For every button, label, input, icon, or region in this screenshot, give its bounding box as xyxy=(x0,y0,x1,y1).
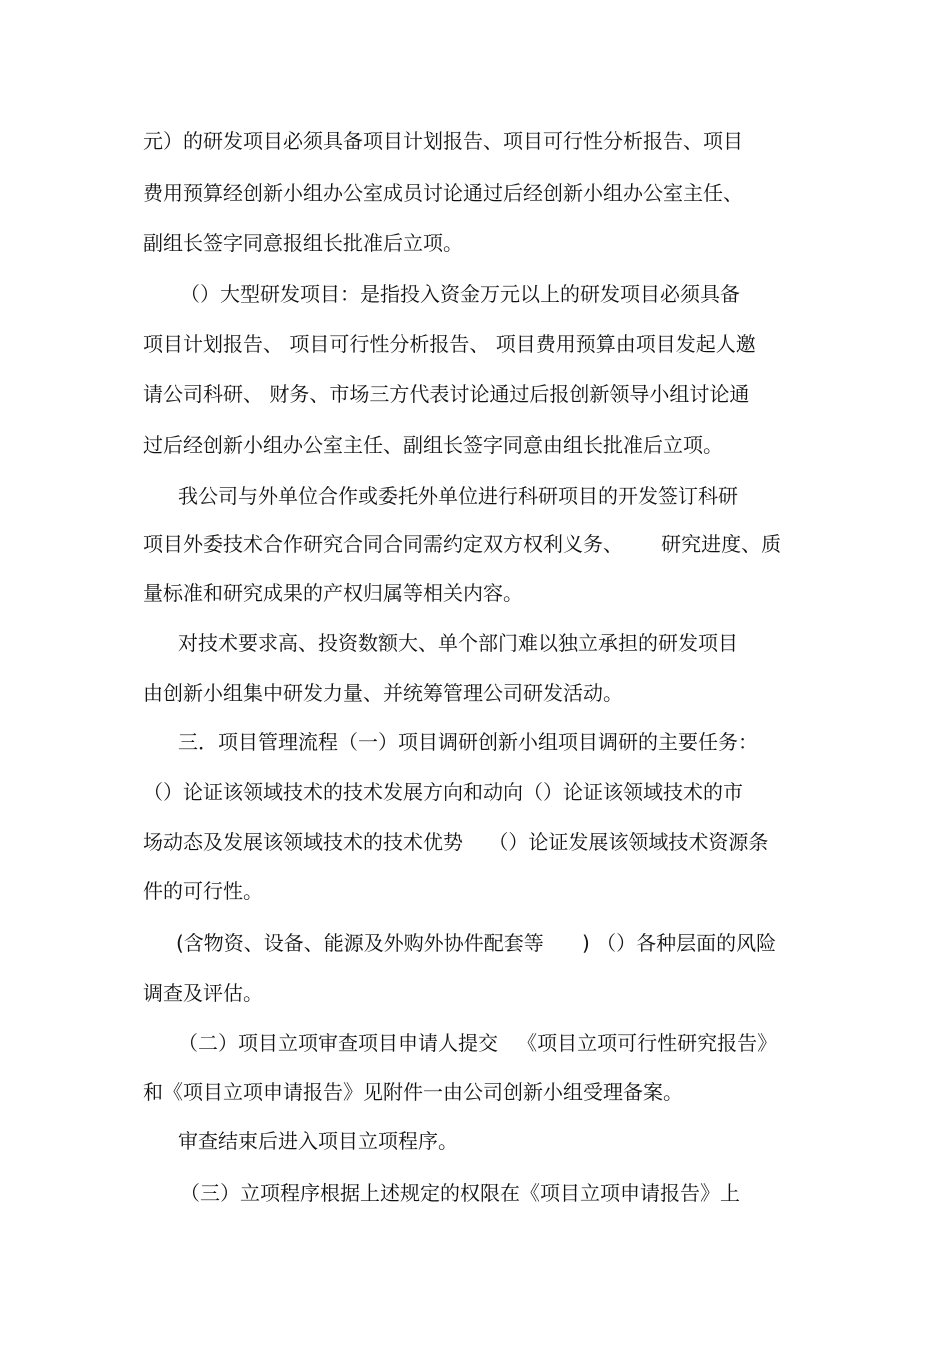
text-line: 项目外委技术合作研究合同合同需约定双方权利义务、 研究进度、质 xyxy=(143,532,782,556)
text-line: 调查及评估。 xyxy=(143,981,263,1005)
text-line: 对技术要求高、投资数额大、单个部门难以独立承担的研发项目 xyxy=(178,631,738,655)
text-line: 费用预算经创新小组办公室成员讨论通过后经创新小组办公室主任、 xyxy=(143,181,743,205)
text-line: （）大型研发项目：是指投入资金万元以上的研发项目必须具备 xyxy=(180,282,740,306)
text-line: 由创新小组集中研发力量、并统筹管理公司研发活动。 xyxy=(143,681,623,705)
text-line: 元）的研发项目必须具备项目计划报告、项目可行性分析报告、项目 xyxy=(143,129,743,153)
text-line: 请公司科研、 财务、市场三方代表讨论通过后报创新领导小组讨论通 xyxy=(143,382,750,406)
text-line: （）论证该领域技术的技术发展方向和动向（）论证该领域技术的市 xyxy=(143,780,743,804)
text-line: 件的可行性。 xyxy=(143,879,263,903)
text-line: 项目计划报告、 项目可行性分析报告、 项目费用预算由项目发起人邀 xyxy=(143,332,756,356)
text-line: （三）立项程序根据上述规定的权限在《项目立项申请报告》上 xyxy=(180,1181,740,1205)
text-line: 我公司与外单位合作或委托外单位进行科研项目的开发签订科研 xyxy=(178,484,738,508)
text-line: （二）项目立项审查项目申请人提交 《项目立项可行性研究报告》 xyxy=(178,1031,778,1055)
text-line: 量标准和研究成果的产权归属等相关内容。 xyxy=(143,581,523,605)
text-line: (含物资、设备、能源及外购外协件配套等 ) （）各种层面的风险 xyxy=(176,931,777,955)
text-line: 审查结束后进入项目立项程序。 xyxy=(178,1129,458,1153)
text-line: 过后经创新小组办公室主任、副组长签字同意由组长批准后立项。 xyxy=(143,433,723,457)
text-line: 副组长签字同意报组长批准后立项。 xyxy=(143,231,463,255)
text-line: 三．项目管理流程（一）项目调研创新小组项目调研的主要任务： xyxy=(178,730,758,754)
text-line: 场动态及发展该领域技术的技术优势 （）论证发展该领域技术资源条 xyxy=(143,830,769,854)
text-line: 和《项目立项申请报告》见附件一由公司创新小组受理备案。 xyxy=(143,1080,683,1104)
